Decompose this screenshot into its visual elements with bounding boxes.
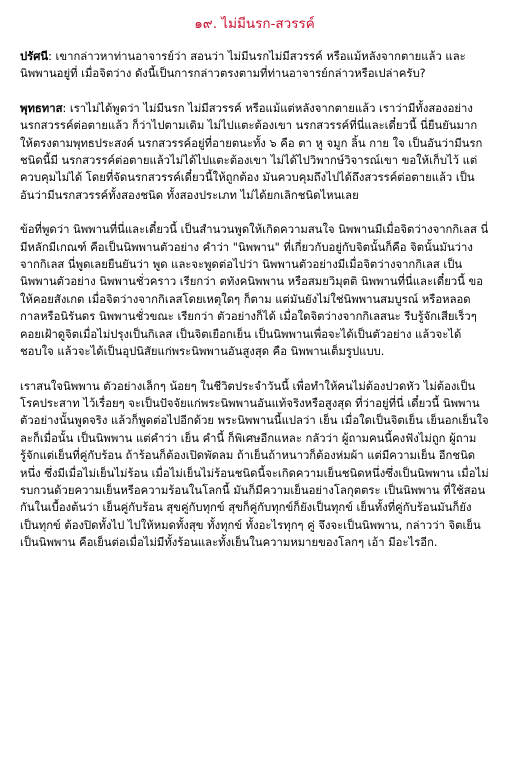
body-paragraph-2: เราสนใจนิพพาน ตัวอย่างเล็กๆ น้อยๆ ในชีวิตประจำวันนี้ เพื่อทำให้คนไม่ต้องปวดหัว ไม่ต้องเป็นโรคประสาท ไว้เรื่อยๆ จะเป็นปัจจัยแก่พระนิพพานอันแท้จริงหรือสูงสุด ที่ว่าอยู่ที่นี่ เดี๋ยวนี้ นิพพานตัวอย่างนั้นพูดจริง แล้วก็พูดต่อไปอีกด้วย พระนิพพานนี้แปลว่า เย็น เมื่อใดเป็นจิตเย็น เย็นอกเย็นใจละก็เมื่อนั้น เป็นนิพพาน แต่คำว่า เย็น คำนี้ ก็พิเศษอีกแหละ กลัวว่า ผู้ถามคนนี้คงฟังไม่ถูก ผู้ถามรู้จักแต่เย็นที่คู่กับร้อน ถ้าร้อนก็ต้องเปิดพัดลม ถ้าเย็นถ้าหนาวก็ต้องห่มผ้า แต่มีความเย็น อีกชนิดหนึ่ง ซึ่งมีเมื่อไม่เย็นไม่ร้อน เมื่อไม่เย็นไม่ร้อนชนิดนี้จะเกิดความเย็นชนิดหนึ่งซึ่งเป็นนิพพาน เมื่อไม่รบกวนด้วยความเย็นหรือความร้อนในโลกนี้ มันก็มีความเย็นอย่างโลกุตตระ เป็นนิพพาน ที่ใช้สอนกันในเบื้องต้นว่า เย็นคู่กับร้อน สุขคู่กับทุกข์ สุขก็คู่กับทุกข์ก็ยังเป็นทุกข์ เย็นทั้งที่คู่กับร้อนมันก็ยังเป็นทุกข์ ต้องปิดทั้งไป ไปให้หมดทั้งสุข ทั้งทุกข์ ทั้งอะไรทุกๆ คู่ จึงจะเป็นนิพพาน, กล่าวว่า จิตเย็นเป็นนิพพาน คือเย็นต่อเมื่อไม่มีทั้งร้อนและทั้งเย็นในความหมายของโลกๆ เอ้า มีอะไรอีก. xyxy=(20,379,489,550)
body-paragraph-1: ข้อที่พูดว่า นิพพานที่นี่และเดี๋ยวนี้ เป็นสำนวนพูดให้เกิดความสนใจ นิพพานมีเมื่อจิตว่างจากกิเลส นี่มีหลักมีเกณฑ์ คือเป็นนิพพานตัวอย่าง คำว่า "นิพพาน" ที่เกี่ยวกับอยู่กับจิตนั้นก็คือ จิตนั้นมันว่างจากกิเลส นี่พูดเลยยืนยันว่า พูด และจะพูดต่อไปว่า นิพพานตัวอย่างมีเมื่อจิตว่างจากกิเลส เป็นนิพพานตัวอย่าง นิพพานชั่วคราว เรียกว่า ตทังคนิพพาน หรือสมยวิมุตติ นิพพานที่นี่และเดี๋ยวนี้ ขอให้คอยสังเกต เมื่อจิตว่างจากกิเลสโดยเหตุใดๆ ก็ตาม แต่มันยังไม่ใช่นิพพานสมบูรณ์ หรือหลอดกาลหรือนิรันดร นิพพานชั่วขณะ เรียกว่า ตัวอย่างก็ได้ เมื่อใดจิตว่างจากกิเลสนะ รีบรู้จักเสียเร็วๆ คอยเฝ้าดูจิตเมื่อไม่ปรุงเป็นกิเลส เป็นจิตเยือกเย็น เป็นนิพพานเพื่อจะได้เป็นตัวอย่าง แล้วจะได้ชอบใจ แล้วจะได้เป็นอุปนิสัยแก่พระนิพพานอันสูงสุด คือ นิพพานเต็มรูปแบบ. xyxy=(20,223,489,359)
question-label: ปรัศนี xyxy=(20,50,49,63)
answer-label: พุทธทาส xyxy=(20,101,63,115)
page-title: ๑๙. ไม่มีนรก-สวรรค์ xyxy=(194,16,315,32)
answer-text: : เราไม่ได้พูดว่า ไม่มีนรก ไม่มีสวรรค์ หรือแม้แต่หลังจากตายแล้ว เราว่ามีทั้งสองอย่าง นรกสวรรค์ต่อตายแล้ว ก็ว่าไปตามเดิม ไม่ไปแตะต้องเขา นรกสวรรค์ที่นี่และเดี๋ยวนี้ นี่ยืนยันมากให้ตรงตามพุทธประสงค์ นรกสวรรค์อยู่ที่อายตนะทั้ง ๖ คือ ตา หู จมูก ลิ้น กาย ใจ เป็นอันว่ามีนรกชนิดนี้มี นรกสวรรค์ต่อตายแล้วไม่ได้ไปแตะต้องเขา ไม่ได้ไปวิพากษ์วิจารณ์เขา ขอให้เก็บไว้ แต่ควบคุมไม่ได้ โดยที่จัดนรกสวรรค์เดี๋ยวนี้ให้ถูกต้อง มันควบคุมถึงไปได้ถึงสวรรค์ต่อตายแล้ว เป็นอันว่ามีนรกสวรรค์ทั้งสองชนิด ทั้งสองประเภท ไม่ได้ยกเลิกชนิดไหนเลย xyxy=(20,101,483,202)
question-paragraph xyxy=(20,48,489,83)
question-text: : เขากล่าวหาท่านอาจารย์ว่า สอนว่า ไม่มีนรกไม่มีสวรรค์ หรือแม้หลังจากตายแล้ว และนิพพานอยู่ที่ เมื่อจิตว่าง ดังนี้เป็นการกล่าวตรงตามที่ท่านอาจารย์กล่าวหรือเปล่าครับ? xyxy=(20,50,466,81)
answer-paragraph xyxy=(20,100,489,204)
